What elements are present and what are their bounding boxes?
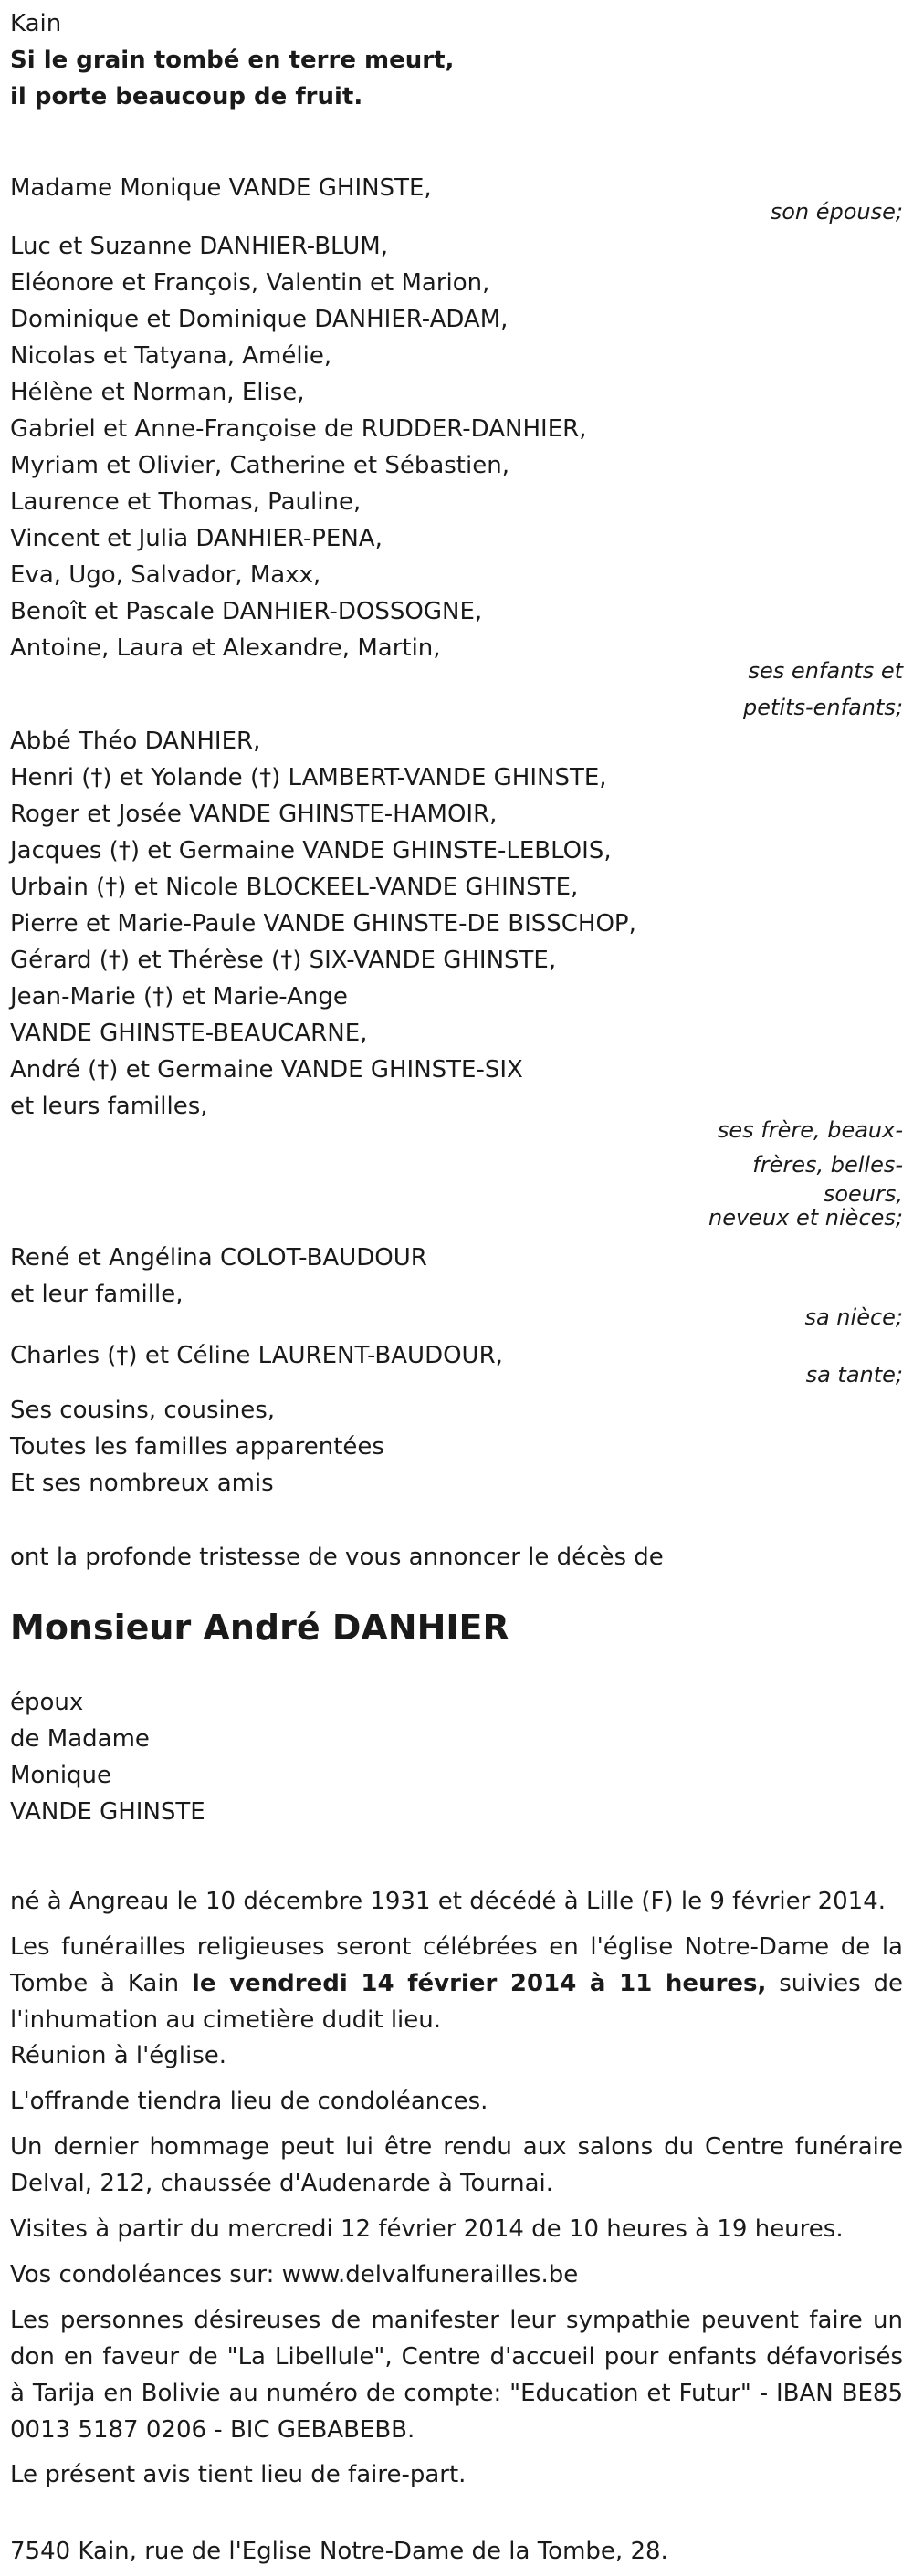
mourner-name: Nicolas et Tatyana, Amélie, [10,342,332,370]
mourner-name: Hélène et Norman, Elise, [10,379,305,406]
visits: Visites à partir du mercredi 12 février 2014 de 10 heures à 19 heures. [10,2215,844,2243]
funeral-info [10,1929,903,2038]
relation-line: soeurs, [823,1181,903,1207]
mourner-name: Henri (†) et Yolande (†) LAMBERT-VANDE GHINSTE, [10,764,607,791]
mourner-name: VANDE GHINSTE-BEAUCARNE, [10,1020,368,1047]
verse-line-1: Si le grain tombé en terre meurt, [10,47,455,74]
relation-line: frères, belles- [752,1152,903,1178]
mourner-name: Gabriel et Anne-Françoise de RUDDER-DANHIER, [10,415,587,443]
mourner-name: Benoît et Pascale DANHIER-DOSSOGNE, [10,598,483,625]
reunion: Réunion à l'église. [10,2042,227,2069]
mourner-name: Jacques (†) et Germaine VANDE GHINSTE-LEBLOIS, [10,837,612,864]
spouse-line: Monique [10,1762,112,1789]
mourner-name: Madame Monique VANDE GHINSTE, [10,174,432,202]
offering: L'offrande tiendra lieu de condoléances. [10,2088,488,2115]
faire-part-notice: Le présent avis tient lieu de faire-part. [10,2461,467,2488]
mourner-name: André (†) et Germaine VANDE GHINSTE-SIX [10,1056,523,1084]
mourner-name: Roger et Josée VANDE GHINSTE-HAMOIR, [10,801,498,828]
other-mourner-line: Et ses nombreux amis [10,1470,274,1497]
spouse-line: VANDE GHINSTE [10,1798,205,1826]
relation-niece [611,1299,903,1335]
verse-line-2: il porte beaucoup de fruit. [10,83,363,110]
deceased-name: Monsieur André DANHIER [10,1607,509,1648]
other-mourner-line: Toutes les familles apparentées [10,1433,384,1461]
mourner-name: Myriam et Olivier, Catherine et Sébastien, [10,452,509,479]
funeral-date-time: le vendredi 14 février 2014 à 11 heures, [191,1970,767,1997]
mourner-name: Vincent et Julia DANHIER-PENA, [10,525,383,552]
relation-aunt [611,1356,903,1393]
mourner-name: Gérard (†) et Thérèse (†) SIX-VANDE GHINSTE, [10,947,557,974]
birth-death: né à Angreau le 10 décembre 1931 et décédé à Lille (F) le 9 février 2014. [10,1888,887,1915]
mourner-name: Jean-Marie (†) et Marie-Ange [10,983,348,1011]
mourner-name: Pierre et Marie-Paule VANDE GHINSTE-DE BISSCHOP, [10,910,636,937]
mourner-name: Luc et Suzanne DANHIER-BLUM, [10,233,388,260]
relation-line: ses enfants et [748,658,903,684]
other-mourner-line: Ses cousins, cousines, [10,1397,276,1424]
mourner-name: Charles (†) et Céline LAURENT-BAUDOUR, [10,1342,503,1369]
relation-line: neveux et nièces; [708,1205,903,1230]
spouse-line: de Madame [10,1725,150,1753]
relation-siblings [611,1113,903,1230]
relation-line: sa nièce; [804,1304,903,1330]
mourner-name: Abbé Théo DANHIER, [10,728,261,755]
mourner-group-children [10,228,903,666]
relation-line: son épouse; [770,199,903,225]
donation: Les personnes désireuses de manifester leur sympathie peuvent faire un don en faveur de "La Libellule", Centre d'accueil pour enfants défavorisés à Tarija en Bolivie au numéro de compte: "Education et Futur" - IBAN BE85 0013 5187 0206 - BIC GEBABEBB. [10,2307,903,2444]
header [10,5,903,115]
address: 7540 Kain, rue de l'Eglise Notre-Dame de la Tombe, 28. [10,2538,668,2565]
other-mourners [10,1392,903,1502]
mourner-name: René et Angélina COLOT-BAUDOUR [10,1244,427,1272]
mourner-name: Antoine, Laura et Alexandre, Martin, [10,634,441,662]
relation-line: ses frère, beaux- [717,1117,903,1143]
funeral-text-post: suivies de l'inhumation au cimetière dudit lieu. [10,1970,903,2034]
announcement [10,1539,903,1576]
spouse-line: époux [10,1689,84,1716]
relation-spouse [611,194,903,230]
funeral-text-pre: Les funérailles religieuses seront célébrées en l'église Notre-Dame de la Tombe à Kain [10,1933,903,1997]
mourner-name: et leurs familles, [10,1093,208,1120]
mourner-name: Urbain (†) et Nicole BLOCKEEL-VANDE GHINSTE, [10,874,579,901]
spouse-block [10,1684,903,1830]
condolences: Vos condoléances sur: www.delvalfunerailles.be [10,2261,579,2288]
mourner-name: Eva, Ugo, Salvador, Maxx, [10,561,321,589]
relation-line: petits-enfants; [743,695,903,720]
place-name: Kain [10,10,62,37]
mourner-name: Eléonore et François, Valentin et Marion, [10,269,490,297]
mourner-name: Dominique et Dominique DANHIER-ADAM, [10,306,509,333]
announcement-text: ont la profonde tristesse de vous annoncer le décès de [10,1544,664,1571]
relation-children [611,653,903,726]
mourner-name: et leur famille, [10,1281,184,1308]
relation-line: sa tante; [805,1362,903,1387]
mourner-name: Laurence et Thomas, Pauline, [10,488,362,516]
homage: Un dernier hommage peut lui être rendu aux salons du Centre funéraire Delval, 212, chaussée d'Audenarde à Tournai. [10,2133,903,2197]
mourner-group-siblings [10,723,903,1125]
